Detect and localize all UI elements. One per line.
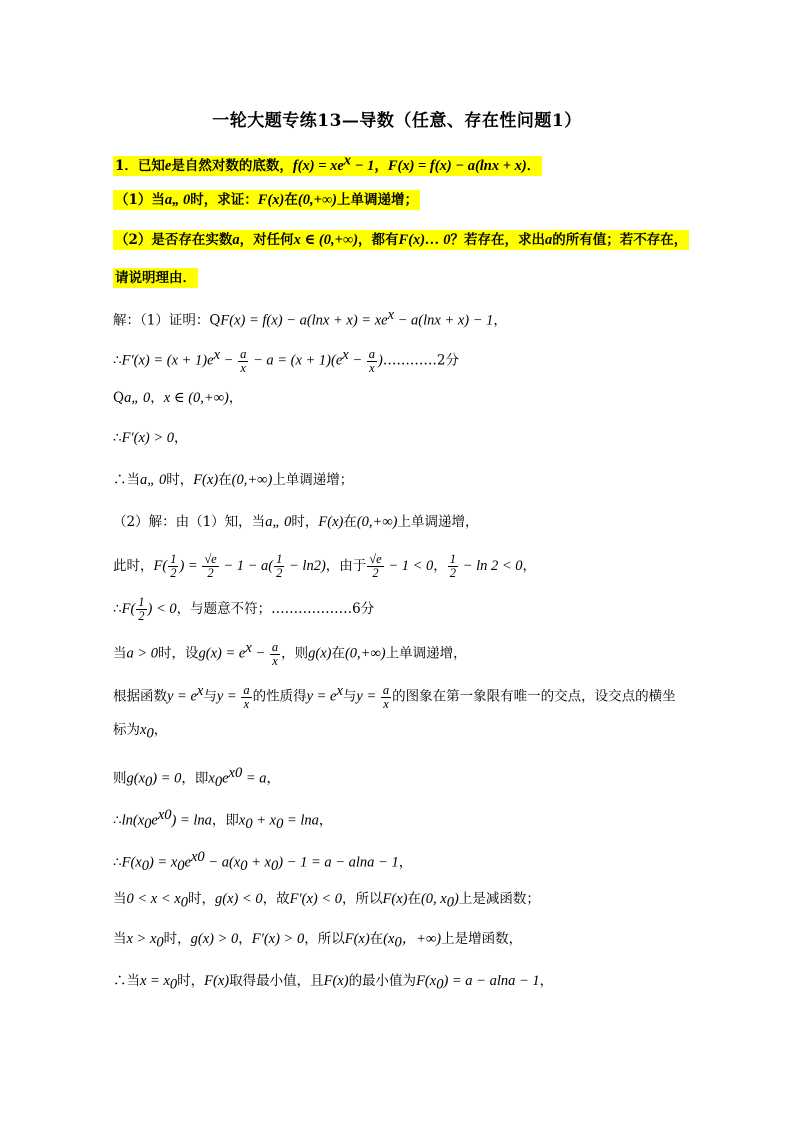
text: 的图象在第一象限有唯一的交点，设交点的横坐 [392,688,676,705]
math-sup: x [245,640,252,656]
math: F′(x) > 0 [121,430,175,446]
math: x ∈ (0,+∞) [293,232,359,248]
text: ， [153,722,168,738]
math-sub: 0 [180,894,188,911]
text: ，即 [181,770,209,787]
text: 在 [369,931,384,947]
math-sup: x [213,347,221,363]
text: ，故 [262,891,290,907]
text: ∴ [113,352,122,369]
math: F′(x) = (x + 1)e [121,352,214,369]
text: 时， [187,891,215,907]
math: − [251,645,269,662]
math: − [348,352,366,369]
text: 时， [166,472,194,488]
text: 上单调递增， [397,514,479,530]
text: ，对任何 [239,232,294,248]
math: F(x) [257,192,285,208]
text: 则 [113,770,127,787]
text: 是自然对数的底数， [171,157,293,174]
math: F′(x) > 0 [251,931,305,947]
solution-line-12 [113,763,280,792]
math: x [140,722,147,738]
math: e [151,812,158,829]
math: ) = x [148,854,178,871]
math: − [220,352,238,369]
denominator: 2 [207,566,214,580]
math: x ∈ (0,+∞) [163,390,229,406]
solution-line-15 [113,889,540,913]
denominator: 2 [372,566,379,580]
text: ， [398,854,413,871]
text: ，与题意不符； [176,601,272,617]
numerator: a [382,682,390,697]
text: ∴ [113,430,122,446]
math-sup: x [336,683,343,699]
solution-line-7 [113,553,536,580]
math: a„ 0 [140,472,167,488]
text: 上单调递增， [385,645,467,662]
text: 上是增函数， [441,931,523,947]
math: F(x) [344,931,370,947]
math: (0, x [420,891,447,907]
math: F(x) = f(x) − a(lnx + x) = xe [220,312,388,329]
numerator: a [271,639,279,654]
text: ， [266,770,280,787]
math: − ln 2 < 0 [459,558,523,574]
text: ，所以 [304,931,345,947]
text: ？若存在，求出 [450,232,545,248]
math: f(x) = xe [292,157,344,174]
math-sub: 0 [240,858,248,875]
solution-line-9 [113,638,467,668]
math: ) = a − alna − 1 [443,973,540,989]
math: F(x [416,973,437,989]
text: ， [228,390,243,406]
math: a > 0 [126,645,159,662]
text: ， [174,430,188,446]
math-sup: x0 [228,765,243,781]
numerator: a [240,346,247,361]
denominator: 2 [449,566,457,580]
text: 当 [113,645,127,662]
text: 1．已知 [115,157,165,174]
text: ，都有 [358,232,399,248]
math: y = [356,688,380,705]
page-title: 一轮大题专练13—导数（任意、存在性问题1） [212,111,582,131]
math: y = [216,688,241,705]
math: ) [378,352,383,369]
numerator: a [243,682,250,697]
math: F(x) [323,973,349,989]
math: F′(x) < 0 [289,891,343,907]
score-note: ………………6分 [271,601,375,617]
score-note: …………2分 [382,352,459,369]
text: ， [374,157,388,174]
math: e [184,854,191,871]
solution-line-3 [113,388,242,408]
math: − a = (x + 1)(e [249,352,343,369]
text: ， [150,390,164,406]
math-sub: 0 [446,894,454,911]
math: ) < 0 [147,601,177,617]
text: ∴当 [113,973,140,989]
fraction [274,553,284,580]
text: 标为 [113,722,140,738]
problem-line-4 [113,268,198,288]
text: Q [113,390,125,406]
denominator: x [272,653,278,668]
math-sub: 0 [146,725,154,742]
denominator: 2 [276,566,283,580]
math: + x [252,812,277,829]
numerator: 1 [449,552,457,566]
text: 时，求证： [190,192,258,208]
numerator: 1 [170,552,177,566]
text: ， [493,312,507,329]
text: 与 [203,688,217,705]
math: e [222,770,229,787]
fraction [238,348,248,375]
math: F(x [121,854,142,871]
math: a„ 0 [265,514,292,530]
math: − a(x [204,854,241,871]
math-sub: 0 [436,976,444,993]
math-sub: 0 [276,816,284,833]
text: 根据函数 [113,688,167,705]
solution-line-2 [113,345,459,375]
fraction [168,553,178,580]
solution-line-5 [113,470,353,490]
text: ，由于 [325,558,367,574]
fraction [381,684,391,711]
math-sub: 0 [270,858,279,875]
text: ，所以 [342,891,383,907]
solution-line-16 [113,929,522,953]
math: x [238,812,246,829]
denominator: x [383,696,389,711]
text: 在 [407,891,421,907]
math: a [545,232,553,248]
text: 解：（1）证明：Q [113,312,221,329]
math: F(x) = f(x) − a(lnx + x) [387,157,527,174]
solution-line-11 [113,720,167,744]
text: 上单调递增； [272,472,354,488]
solution-line-4 [113,428,188,448]
solution-line-17 [113,971,553,995]
math-sub: 0 [145,774,153,791]
math: F(x) [382,891,408,907]
math: a„ 0 [164,192,191,208]
numerator: √e [369,552,382,566]
fraction [367,348,377,375]
math-sub: 0 [169,976,178,993]
denominator: x [240,360,246,375]
text: 当 [113,931,127,947]
problem-line-2 [113,190,420,210]
math-sup: x0 [190,849,205,865]
numerator: a [368,346,376,361]
math: g(x) [308,645,332,662]
text: （2）是否存在实数 [115,232,233,248]
math: ) − 1 = a − alna − 1 [278,854,399,871]
math: (0,+∞) [344,645,386,662]
fraction [270,641,280,668]
text: 在 [331,645,345,662]
math: (0,+∞) [356,514,398,530]
text: 的性质得 [252,688,307,705]
math: F(x)… 0 [398,232,451,248]
math: + x [247,854,271,871]
text: 当 [113,891,127,907]
math: ，+∞) [401,931,442,947]
math: x = x [140,973,170,989]
math: F(x) [193,472,219,488]
math: y = e [167,688,197,705]
math: − ln2) [285,558,326,574]
solution-line-13 [113,805,332,834]
text: 在 [284,192,298,208]
math: − 1 − a( [219,558,274,574]
problem-line-1 [113,150,542,176]
math: F(x) [318,514,344,530]
text: 上单调递增； [337,192,419,208]
text: ，即 [211,812,239,829]
math: (0,+∞) [231,472,273,488]
text: （2）解：由（1）知，当 [113,514,266,530]
math: = lna [283,812,319,829]
text: 时， [291,514,319,530]
math-sub: 0 [177,858,185,875]
fraction [448,553,458,580]
text: ， [238,931,252,947]
math: y = e [306,688,337,705]
text: 在 [218,472,232,488]
text: 的最小值为 [348,973,417,989]
solution-line-14 [113,847,412,876]
math-sup: x [196,683,204,699]
math: x > x [126,931,157,947]
math-sub: 0 [214,774,223,791]
text: ， [433,558,447,574]
math: − a(lnx + x) − 1 [394,312,494,329]
denominator: x [369,360,375,375]
math: ln(x [121,812,145,829]
math: (x [383,931,395,947]
fraction [202,553,218,580]
text: （1）当 [115,192,165,208]
math: = a [242,770,267,787]
math: − 1 < 0 [384,558,434,574]
text: 时，设 [158,645,199,662]
math: g(x [126,770,146,787]
numerator: √e [204,552,217,566]
text: ∴ [113,854,122,871]
math: F( [121,601,136,617]
math: ) = lna [171,812,212,829]
denominator: 2 [170,566,177,580]
text: ，则 [281,645,309,662]
math-sup: x [343,152,352,168]
math: − 1 [351,157,375,174]
text: ， [539,973,554,989]
math-sup: x0 [157,807,172,823]
numerator: 1 [138,595,145,609]
math: F(x) [204,973,230,989]
numerator: 1 [276,552,283,566]
fraction [241,684,251,711]
fraction [136,596,146,623]
text: ， [522,558,537,574]
denominator: 2 [138,609,145,623]
math-sup: x [387,307,394,323]
fraction [367,553,383,580]
text: 取得最小值，且 [229,973,324,989]
math: g(x) > 0 [190,931,239,947]
math: x [208,770,215,787]
math: g(x) = e [198,645,246,662]
text: ∴ [113,601,122,617]
math: a„ 0 [124,390,151,406]
math: ) = 0 [152,770,182,787]
solution-line-10 [113,681,676,711]
text: 时， [177,973,205,989]
text: 与 [342,688,357,705]
text: 上是减函数； [458,891,540,907]
solution-line-1 [113,305,507,331]
math: ) = [179,558,202,574]
text: ． [526,157,541,174]
text: ∴当 [113,472,140,488]
text: 在 [343,514,357,530]
math: 0 < x < x [126,891,181,907]
math: F( [153,558,168,574]
math: e [164,157,172,174]
math-sub: 0 [394,934,402,951]
text: 此时， [113,558,154,574]
math: (0,+∞) [297,192,338,208]
solution-line-6 [113,512,479,532]
text: ∴ [113,812,122,829]
text: 时， [163,931,191,947]
math-sub: 0 [141,858,149,875]
denominator: x [243,696,250,711]
math-sub: 0 [156,934,164,951]
math: g(x) < 0 [214,891,263,907]
text: 请说明理由． [115,270,196,286]
text: 的所有值；若不存在， [552,232,688,248]
text: ， [318,812,333,829]
math-sub: 0 [245,816,253,833]
solution-line-8 [113,596,374,623]
problem-line-3 [113,230,689,250]
math: ) [453,891,459,907]
math: a [232,232,240,248]
math-sub: 0 [144,816,152,833]
math-sup: x [342,347,349,363]
